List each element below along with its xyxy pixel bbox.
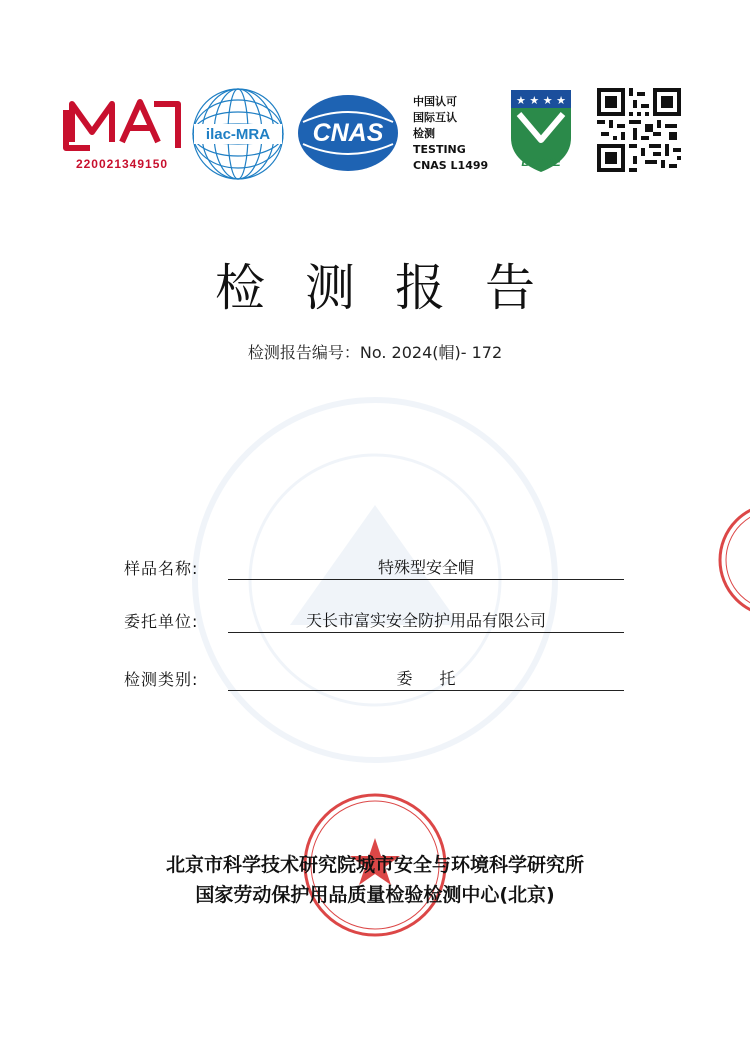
cnas-logo [295,92,401,174]
institute-name: 北京市科学技术研究院城市安全与环境科学研究所 [165,854,584,876]
cnas-logo-text: CNAS [312,119,384,147]
cnas-text-line: TESTING [413,143,466,156]
cma-logo [62,92,182,174]
bjppe-logo [505,86,577,176]
test-type-row [124,661,624,693]
qr-code-icon [597,88,681,172]
test-type-value: 委 托 [396,669,456,688]
report-number [0,340,750,363]
cnas-accreditation-text [413,94,513,174]
sample-name-value: 特殊型安全帽 [377,558,474,577]
bjppe-text: BJPPE [521,155,561,169]
client-label: 委托单位: [124,612,199,631]
sample-name-label: 样品名称: [124,559,199,578]
client-row [124,603,624,635]
edge-seal-icon [716,500,750,620]
test-type-label: 检测类别: [124,670,199,689]
sample-name-row [124,550,624,582]
cma-number: 220021349150 [75,157,169,171]
cnas-text-line: CNAS L1499 [413,159,489,172]
ilac-mra-text: ilac-MRA [205,126,271,143]
client-value: 天长市富实安全防护用品有限公司 [305,611,546,630]
ilac-mra-logo [190,86,286,182]
cnas-text-line: 检测 [413,127,435,140]
test-type-underline [228,690,624,691]
report-number-value: No. 2024(帽)- 172 [359,343,503,362]
cnas-text-line: 中国认可 [413,95,457,108]
center-name: 国家劳动保护用品质量检验检测中心(北京) [195,884,555,906]
cnas-text-line: 国际互认 [413,111,457,124]
page-title: 检测报告 [215,259,575,317]
client-underline [228,632,624,633]
report-number-label: 检测报告编号： [247,343,360,362]
sample-name-underline [228,579,624,580]
svg-text:★ ★ ★ ★: ★ ★ ★ ★ [516,94,566,107]
